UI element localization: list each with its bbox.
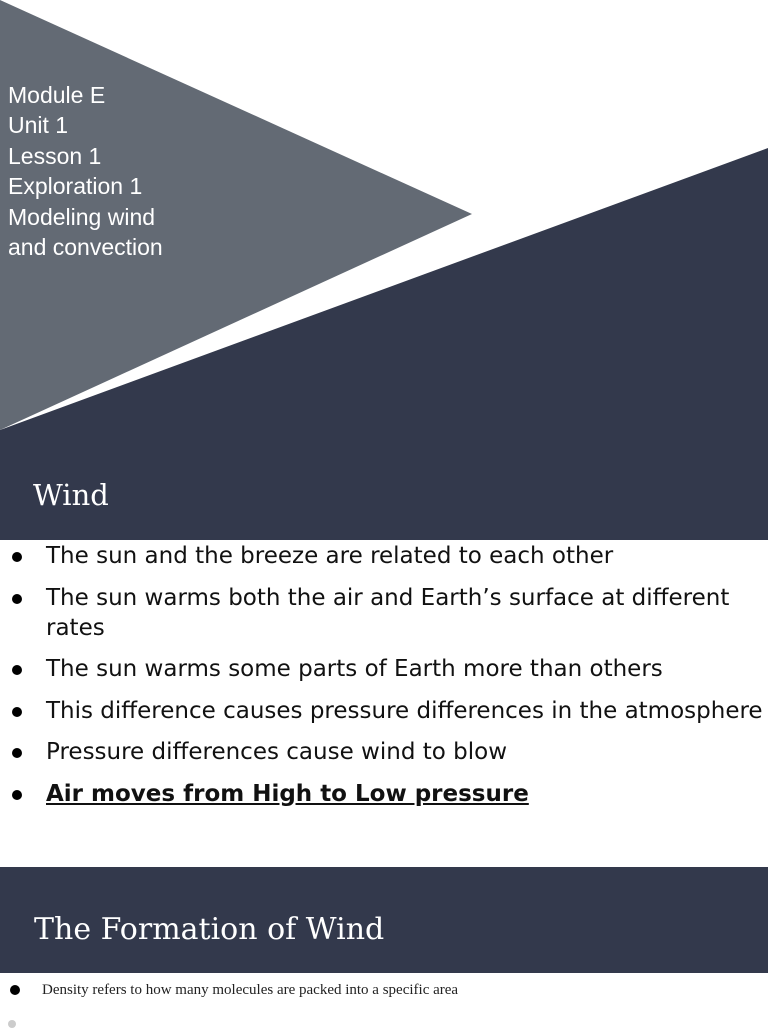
bullet-dot-icon (12, 665, 22, 675)
section-title-wind: Wind (33, 478, 109, 512)
bullet-text: Pressure differences cause wind to blow (46, 739, 507, 765)
bullet-item (0, 654, 768, 684)
bullet-text: Air moves from High to Low pressure (46, 780, 529, 807)
lesson-line: Unit 1 (8, 112, 69, 139)
section-title-formation: The Formation of Wind (34, 912, 385, 947)
bullet-item (0, 541, 768, 571)
bullet-dot-icon (12, 594, 22, 604)
lesson-info (8, 80, 163, 262)
bullet-text: The sun warms some parts of Earth more than others (46, 656, 663, 682)
bullet-item-emphasized (0, 779, 768, 809)
bullet-dot-icon (12, 748, 22, 758)
bullet-text: The sun and the breeze are related to each other (46, 543, 614, 569)
lesson-line: Module E (8, 82, 106, 108)
lesson-line: Modeling wind (8, 203, 156, 230)
bullet-item (0, 583, 768, 643)
lesson-line: and convection (8, 234, 163, 261)
bullet-dot-icon (8, 1020, 16, 1028)
bullet-dot-icon (12, 707, 22, 717)
wind-bullet-list (0, 541, 768, 820)
bullet-dot-icon (12, 790, 22, 800)
bullet-text: Density refers to how many molecules are packed into a specific area (42, 982, 459, 998)
bullet-text: The sun warms both the air and Earth’s surface at different rates (46, 584, 730, 641)
bullet-dot-icon (12, 552, 22, 562)
bullet-text: This difference causes pressure differences in the atmosphere (46, 697, 763, 724)
bullet-item (0, 696, 768, 726)
bullet-item (0, 980, 768, 1000)
bullet-item (0, 737, 768, 767)
formation-bullet-list (0, 980, 768, 1000)
bullet-dot-icon (10, 985, 20, 995)
lesson-line: Exploration 1 (8, 173, 143, 200)
lesson-line: Lesson 1 (8, 142, 102, 169)
